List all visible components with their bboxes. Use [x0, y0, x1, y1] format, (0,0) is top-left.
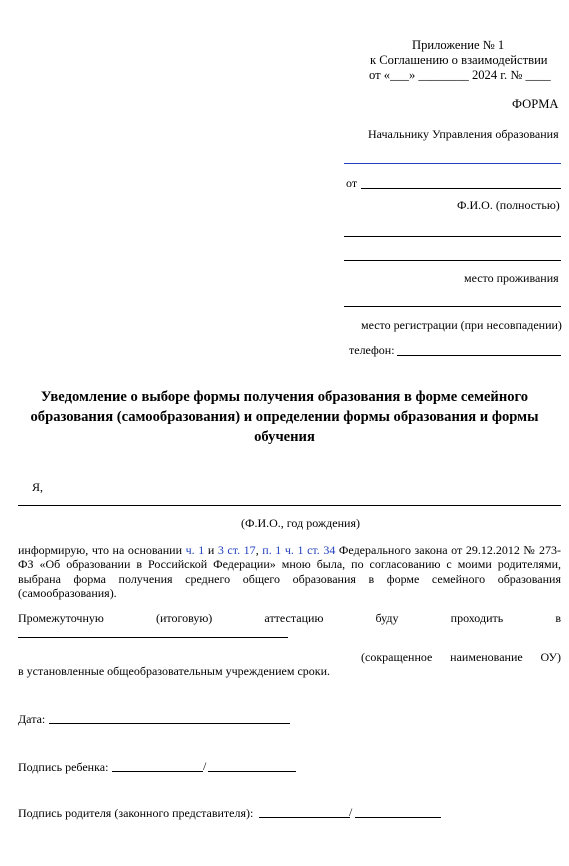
paragraph-line-4: (самообразования).	[18, 585, 117, 600]
appendix-number: Приложение № 1	[412, 38, 505, 52]
addressee-org-line	[344, 163, 561, 164]
paragraph-line-3: выбрана форма получения среднего общего образования в форме семейного образования	[18, 571, 561, 586]
law-link-part1[interactable]: ч. 1	[185, 543, 205, 557]
attestation-line: Промежуточную (итоговую) аттестацию буду проходить в	[18, 611, 561, 625]
date-label: Дата:	[18, 712, 46, 726]
applicant-caption: (Ф.И.О., год рождения)	[241, 516, 360, 530]
parent-name-field[interactable]	[355, 817, 441, 818]
addressee-to: Начальнику Управления образования	[368, 127, 559, 141]
title-line-1: Уведомление о выборе формы получения образования в форме семейного	[40, 389, 529, 405]
notice-title	[10, 387, 559, 447]
paragraph-notification	[18, 543, 561, 600]
paragraph-line-2: ФЗ «Об образовании в Российской Федерации» мною была, по согласованию с моими родителями,	[18, 557, 561, 572]
phone-label: телефон:	[349, 343, 395, 357]
law-link-article34[interactable]: п. 1 ч. 1 ст. 34	[262, 543, 336, 557]
residence-line-1	[344, 236, 561, 237]
phone-line	[397, 355, 561, 356]
text-segment: ,	[255, 543, 263, 557]
i-label: Я,	[32, 480, 44, 494]
deadline-line: в установленные общеобразовательным учреждением сроки.	[18, 664, 331, 678]
residence-caption: место проживания	[464, 271, 559, 285]
applicant-line	[18, 505, 561, 506]
slash-separator: /	[203, 759, 207, 773]
from-prefix: от	[346, 176, 358, 190]
child-name-field[interactable]	[208, 771, 296, 772]
residence-line-2	[344, 260, 561, 261]
paragraph-line-1	[18, 543, 561, 557]
child-signature-field[interactable]	[112, 771, 203, 772]
title-line-3: обучения	[254, 429, 315, 445]
title-line-2: образования (самообразования) и определении формы образования и формы	[30, 409, 539, 425]
appendix-agreement: к Соглашению о взаимодействии	[370, 53, 548, 67]
school-caption: (сокращенное наименование ОУ)	[361, 650, 561, 664]
parent-signature-label: Подпись родителя (законного представителя):	[18, 806, 254, 820]
fio-caption: Ф.И.О. (полностью)	[457, 198, 560, 212]
slash-separator: /	[349, 805, 353, 819]
from-fio-line	[361, 188, 561, 189]
text-segment: информирую, что на основании	[18, 543, 186, 557]
form-label: ФОРМА	[512, 97, 559, 111]
registration-line	[344, 306, 561, 307]
child-signature-label: Подпись ребенка:	[18, 760, 109, 774]
parent-signature-field[interactable]	[259, 817, 350, 818]
registration-caption: место регистрации (при несовпадении)	[361, 318, 562, 332]
text-segment: и	[204, 543, 218, 557]
school-name-line	[18, 637, 288, 638]
text-segment: Федерального закона от 29.12.2012 № 273-	[335, 543, 562, 557]
law-link-article17[interactable]: 3 ст. 17	[217, 543, 256, 557]
appendix-date: от «___» ________ 2024 г. № ____	[369, 68, 551, 82]
date-field[interactable]	[49, 723, 290, 724]
